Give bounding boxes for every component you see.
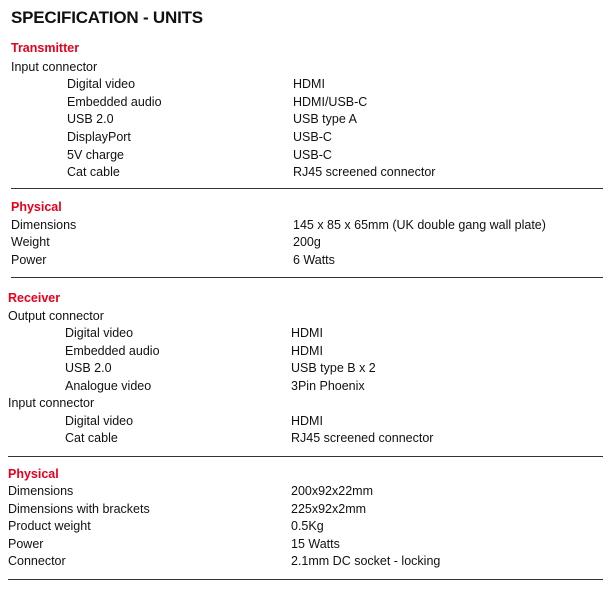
spec-label: Embedded audio [65,344,160,358]
spec-value: 200x92x22mm [291,484,373,498]
page-title: SPECIFICATION - UNITS [11,8,203,27]
spec-row [11,252,611,269]
spec-value: HDMI [291,344,323,358]
spec-label: Power [11,253,47,267]
spec-row [11,129,611,146]
spec-label: USB 2.0 [65,361,112,375]
spec-value: USB-C [293,148,332,162]
spec-value: HDMI [293,77,325,91]
spec-value: RJ45 screened connector [293,165,436,179]
spec-value: HDMI/USB-C [293,95,368,109]
spec-row [8,536,608,553]
physical-heading: Physical [8,467,59,481]
spec-label: Power [8,537,44,551]
spec-value: 145 x 85 x 65mm (UK double gang wall plate) [293,218,546,232]
spec-label: Cat cable [65,431,118,445]
spec-row [8,343,608,360]
output-connector-label: Output connector [8,309,104,323]
spec-label: Digital video [65,326,134,340]
spec-row [11,217,611,234]
receiver-output-group-row [8,308,608,325]
spec-value: HDMI [291,326,323,340]
spec-row [11,164,611,181]
spec-label: Connector [8,554,66,568]
section-divider [11,188,603,189]
spec-row [8,483,608,500]
spec-row [8,430,608,447]
spec-label: Dimensions with brackets [8,502,150,516]
spec-value: 6 Watts [293,253,335,267]
spec-label: Cat cable [67,165,120,179]
spec-row [8,553,608,570]
spec-label: Digital video [65,414,134,428]
spec-value: RJ45 screened connector [291,431,434,445]
section-divider [11,277,603,278]
spec-value: 200g [293,235,321,249]
spec-label: Dimensions [11,218,77,232]
spec-label: Analogue video [65,379,152,393]
spec-value: 225x92x2mm [291,502,367,516]
input-connector-label: Input connector [8,396,95,410]
input-connector-label: Input connector [11,60,98,74]
spec-value: 3Pin Phoenix [291,379,365,393]
spec-row [11,147,611,164]
spec-row [8,360,608,377]
transmitter-heading: Transmitter [11,41,80,55]
spec-label: Dimensions [8,484,74,498]
spec-row [8,378,608,395]
spec-row [8,501,608,518]
spec-row [8,518,608,535]
receiver-heading: Receiver [8,291,61,305]
spec-label: DisplayPort [67,130,131,144]
spec-row [8,325,608,342]
spec-value: USB type B x 2 [291,361,376,375]
section-divider [8,456,603,457]
spec-row [11,76,611,93]
spec-row [11,94,611,111]
physical-heading: Physical [11,200,62,214]
spec-label: Product weight [8,519,91,533]
spec-label: 5V charge [67,148,124,162]
receiver-input-group-row [8,395,608,412]
spec-value: USB type A [293,112,357,126]
spec-row [11,111,611,128]
spec-label: Embedded audio [67,95,162,109]
transmitter-group-row [11,59,611,76]
section-divider [8,579,603,580]
spec-value: USB-C [293,130,332,144]
spec-label: Weight [11,235,50,249]
spec-value: 15 Watts [291,537,340,551]
spec-label: USB 2.0 [67,112,114,126]
spec-label: Digital video [67,77,136,91]
spec-value: HDMI [291,414,323,428]
spec-row [11,234,611,251]
spec-value: 0.5Kg [291,519,324,533]
spec-row [8,413,608,430]
spec-value: 2.1mm DC socket - locking [291,554,441,568]
